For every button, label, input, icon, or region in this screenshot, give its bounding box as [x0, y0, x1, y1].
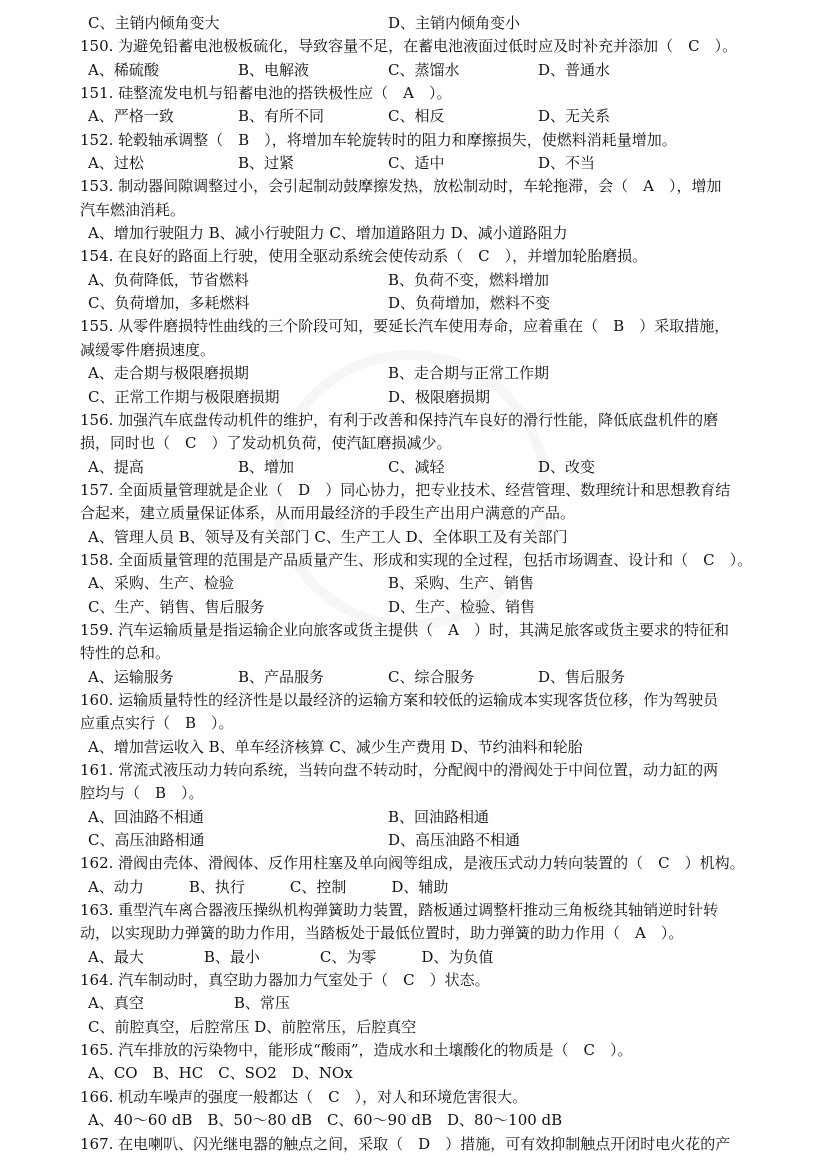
option-left: C、负荷增加，多耗燃料 [88, 294, 250, 313]
options-line: A、40～60 dB B、50～80 dB C、60～90 dB D、80～100 dB [88, 1111, 563, 1130]
options-four-column [80, 152, 788, 175]
option-item: B、过紧 [238, 154, 295, 173]
question-line: 动，以实现助力弹簧的助力作用，当踏板处于最低位置时，助力弹簧的助力作用（ A ）。 [80, 924, 684, 943]
options-line: A、增加行驶阻力 B、减小行驶阻力 C、增加道路阻力 D、减小道路阻力 [88, 224, 568, 243]
option-item: A、严格一致 [88, 107, 174, 126]
question-line: 159. 汽车运输质量是指运输企业向旅客或货主提供（ A ）时，其满足旅客或货主要求的特征和 [80, 620, 730, 639]
option-left: A、回油路不相通 [88, 807, 204, 826]
options-line: A、最大 B、最小 C、为零 D、为负值 [88, 947, 494, 966]
options-two-column [80, 829, 788, 852]
option-right: D、极限磨损期 [388, 387, 491, 406]
option-item: D、售后服务 [538, 667, 626, 686]
options-two-column [80, 806, 788, 829]
option-right: B、采购、生产、销售 [388, 574, 535, 593]
question-line: 152. 轮毂轴承调整（ B ），将增加车轮旋转时的阻力和摩擦损失，使燃料消耗量增加。 [80, 130, 677, 149]
option-right: D、负荷增加，燃料不变 [388, 294, 551, 313]
option-item: D、不当 [538, 154, 596, 173]
options-line: A、CO B、HC C、SO2 D、NOx [88, 1064, 353, 1083]
options-line: A、管理人员 B、领导及有关部门 C、生产工人 D、全体职工及有关部门 [88, 527, 568, 546]
option-item: D、无关系 [538, 107, 611, 126]
option-item: B、产品服务 [238, 667, 325, 686]
question-line: 162. 滑阀由壳体、滑阀体、反作用柱塞及单向阀等组成，是液压式动力转向装置的（ C ）机构。 [80, 854, 745, 873]
question-line: 汽车燃油消耗。 [80, 200, 186, 219]
option-item: C、相反 [388, 107, 445, 126]
option-right: D、高压油路不相通 [388, 831, 521, 850]
option-item: D、改变 [538, 457, 596, 476]
options-two-column [80, 269, 788, 292]
option-left: A、负荷降低，节省燃料 [88, 270, 249, 289]
options-four-column [80, 666, 788, 689]
question-line: 损，同时也（ C ）了发动机负荷，使汽缸磨损减少。 [80, 434, 452, 453]
options-four-column [80, 59, 788, 82]
option-item: B、电解液 [238, 60, 310, 79]
option-right: B、走合期与正常工作期 [388, 364, 550, 383]
option-item: A、运输服务 [88, 667, 174, 686]
options-four-column [80, 456, 788, 479]
option-right: B、负荷不变，燃料增加 [388, 270, 550, 289]
option-item: B、有所不同 [238, 107, 325, 126]
options-line: C、前腔真空，后腔常压 D、前腔常压，后腔真空 [88, 1017, 417, 1036]
option-left: C、主销内倾角变大 [88, 14, 220, 32]
question-line: 151. 硅整流发电机与铅蓄电池的搭铁极性应（ A ）。 [80, 84, 452, 103]
question-line: 154. 在良好的路面上行驶，使用全驱动系统会使传动系（ C ），并增加轮胎磨损。 [80, 247, 648, 266]
question-line: 160. 运输质量特性的经济性是以最经济的运输方案和较低的运输成本实现客货位移，作为驾驶员 [80, 690, 719, 709]
options-two-column [80, 596, 788, 619]
question-line: 166. 机动车噪声的强度一般都达（ C ），对人和环境危害很大。 [80, 1087, 528, 1106]
question-line: 156. 加强汽车底盘传动机件的维护，有利于改善和保持汽车良好的滑行性能，降低底盘机件的磨 [80, 410, 719, 429]
question-line: 150. 为避免铅蓄电池极板硫化，导致容量不足，在蓄电池液面过低时应及时补充并添加（ C ）。 [80, 37, 738, 56]
question-line: 153. 制动器间隙调整过小，会引起制动鼓摩擦发热，放松制动时，车轮拖滞，会（ A ），增加 [80, 177, 722, 196]
question-line: 应重点实行（ B ）。 [80, 714, 234, 733]
options-four-column [80, 105, 788, 128]
options-line: A、增加营运收入 B、单车经济核算 C、减少生产费用 D、节约油料和轮胎 [88, 737, 583, 756]
option-left: C、高压油路相通 [88, 831, 205, 850]
option-item: D、普通水 [538, 60, 611, 79]
question-line: 155. 从零件磨损特性曲线的三个阶段可知，要延长汽车使用寿命，应着重在（ B ）采取措施， [80, 317, 730, 336]
question-line: 164. 汽车制动时，真空助力器加力气室处于（ C ）状态。 [80, 971, 490, 990]
option-item: C、减轻 [388, 457, 445, 476]
option-item: C、适中 [388, 154, 445, 173]
options-line: A、真空 B、常压 [88, 994, 290, 1013]
option-left: C、正常工作期与极限磨损期 [88, 387, 280, 406]
options-two-column [80, 292, 788, 315]
question-line: 161. 常流式液压动力转向系统，当转向盘不转动时，分配阀中的滑阀处于中间位置，动力缸的两 [80, 761, 719, 779]
question-line: 167. 在电喇叭、闪光继电器的触点之间，采取（ D ）措施，可有效抑制触点开闭时电火花的产 [80, 1134, 731, 1153]
options-two-column [80, 572, 788, 595]
question-line: 腔均与（ B ）。 [80, 784, 204, 803]
option-item: A、稀硫酸 [88, 60, 159, 79]
option-item: C、蒸馏水 [388, 60, 460, 79]
question-line: 合起来，建立质量保证体系，从而用最经济的手段生产出用户满意的产品。 [80, 504, 576, 523]
option-right: D、生产、检验、销售 [388, 597, 536, 616]
options-two-column [80, 12, 788, 35]
option-item: A、提高 [88, 457, 144, 476]
question-line: 157. 全面质量管理就是企业（ D ）同心协力，把专业技术、经营管理、数理统计和思想教育结 [80, 480, 731, 499]
options-two-column [80, 386, 788, 409]
options-two-column [80, 362, 788, 385]
option-left: A、采购、生产、检验 [88, 574, 234, 593]
document-page [80, 12, 788, 1156]
question-line: 特性的总和。 [80, 644, 171, 663]
option-item: A、过松 [88, 154, 144, 173]
option-right: B、回油路相通 [388, 807, 490, 826]
option-left: C、生产、销售、售后服务 [88, 597, 265, 616]
question-line: 163. 重型汽车离合器液压操纵机构弹簧助力装置，踏板通过调整杆推动三角板绕其轴销逆时针转 [80, 901, 719, 920]
question-line: 减缓零件磨损速度。 [80, 340, 216, 359]
question-line: 165. 汽车排放的污染物中，能形成“酸雨”，造成水和土壤酸化的物质是（ C ）。 [80, 1041, 633, 1060]
option-item: C、综合服务 [388, 667, 475, 686]
option-left: A、走合期与极限磨损期 [88, 364, 249, 383]
option-item: B、增加 [238, 457, 295, 476]
question-line: 158. 全面质量管理的范围是产品质量产生、形成和实现的全过程，包括市场调查、设计和（ C ）。 [80, 550, 753, 569]
option-right: D、主销内倾角变小 [388, 14, 521, 32]
options-line: A、动力 B、执行 C、控制 D、辅助 [88, 877, 449, 896]
